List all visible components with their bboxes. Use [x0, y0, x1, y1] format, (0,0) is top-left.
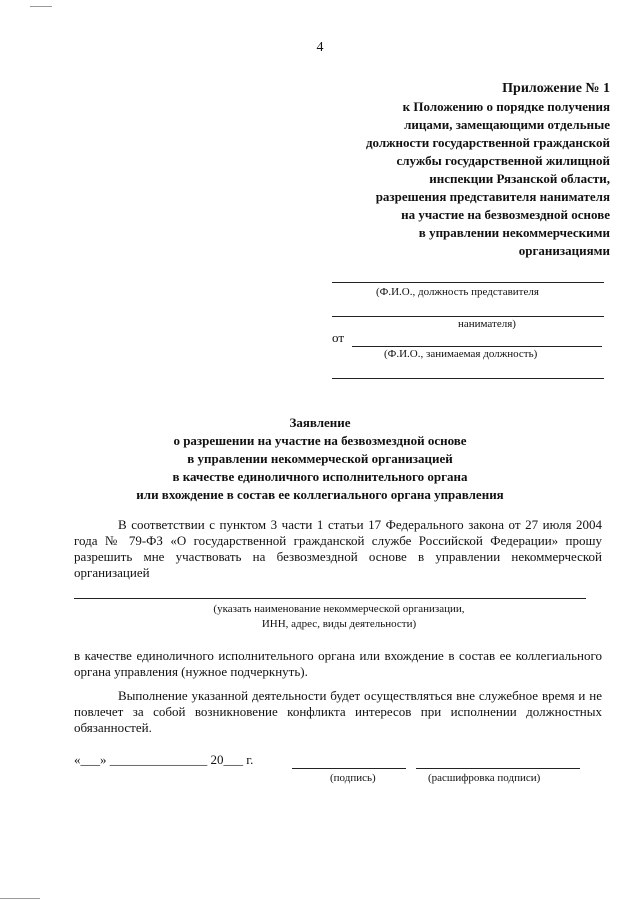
signature-line[interactable]: [292, 768, 406, 769]
appendix-line: должности государственной гражданской: [365, 135, 610, 150]
appendix-line: в управлении некоммерческими: [418, 225, 610, 240]
appendix-line: службы государственной жилищной: [396, 153, 610, 168]
addressee-caption-2: нанимателя): [458, 318, 516, 330]
statement-heading: [0, 414, 640, 504]
addressee-caption-1: (Ф.И.О., должность представителя: [376, 286, 539, 298]
organization-line[interactable]: [74, 598, 586, 599]
addressee-line-2[interactable]: [332, 316, 604, 317]
scan-artifact: [0, 898, 40, 899]
addressee-line-3[interactable]: [332, 378, 604, 379]
page-number: 4: [316, 40, 324, 55]
appendix-title: Приложение № 1: [502, 81, 610, 96]
scan-artifact: [30, 6, 52, 7]
statement-line: в управлении некоммерческой организацией: [187, 451, 453, 466]
from-label: от: [332, 330, 345, 345]
organization-caption: [184, 602, 494, 632]
date-field[interactable]: «___» _______________ 20___ г.: [74, 752, 254, 767]
appendix-line: на участие на безвозмездной основе: [401, 207, 610, 222]
body-paragraph-3: Выполнение указанной деятельности будет осуществляться вне служебное время и не повлечет за собой возникновение конфликта интересов при исполнении должностных обязанностей.: [74, 688, 602, 735]
organization-caption-line: ИНН, адрес, виды деятельности): [261, 618, 417, 630]
signature-decode-line[interactable]: [416, 768, 580, 769]
from-line[interactable]: [352, 346, 602, 347]
addressee-line-1[interactable]: [332, 282, 604, 283]
signature-decode-caption: (расшифровка подписи): [428, 772, 541, 784]
body-paragraph-1: В соответствии с пунктом 3 части 1 статьи 17 Федерального закона от 27 июля 2004 года № 79-ФЗ «О государственной гражданской службе Российской Федерации» прошу разрешить мне участвовать на безвозмездной основе в управлении некоммерческой организацией: [74, 517, 602, 580]
appendix-line: инспекции Рязанской области,: [429, 171, 610, 186]
statement-line: в качестве единоличного исполнительного органа: [172, 469, 468, 484]
body-paragraph-2: в качестве единоличного исполнительного органа или вхождение в состав ее коллегиального органа управления (нужное подчеркнуть).: [74, 648, 602, 679]
appendix-line: лицами, замещающими отдельные: [404, 117, 610, 132]
appendix-line: к Положению о порядке получения: [402, 99, 610, 114]
appendix-line: разрешения представителя нанимателя: [375, 189, 610, 204]
organization-caption-line: (указать наименование некоммерческой организации,: [213, 603, 465, 615]
signature-caption: (подпись): [330, 772, 376, 784]
addressee-caption-3: (Ф.И.О., занимаемая должность): [384, 348, 538, 360]
statement-line: о разрешении на участие на безвозмездной основе: [173, 433, 467, 448]
appendix-line: организациями: [518, 243, 610, 258]
statement-line: или вхождение в состав ее коллегиального органа управления: [136, 487, 504, 502]
appendix-block: [366, 80, 610, 260]
statement-title: Заявление: [289, 415, 351, 430]
